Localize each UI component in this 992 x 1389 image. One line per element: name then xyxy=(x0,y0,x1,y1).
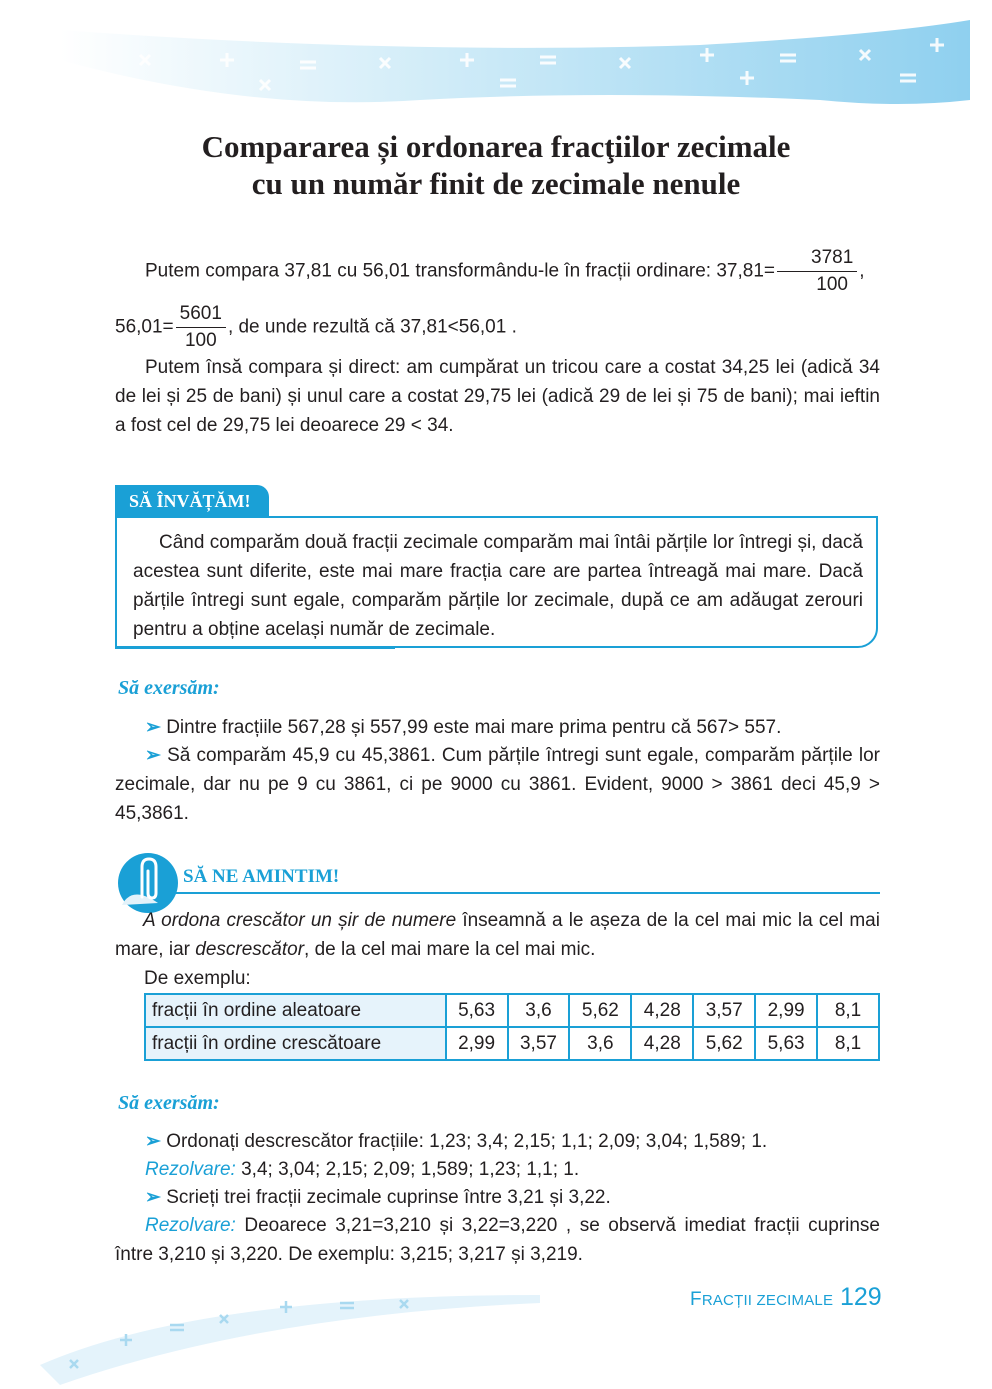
footer-decoration xyxy=(0,1255,560,1389)
exercise2-item-2 xyxy=(115,1183,880,1212)
learn-box-accent xyxy=(115,646,395,649)
table-cell: 2,99 xyxy=(755,994,817,1027)
exercise2-solution-1 xyxy=(115,1155,880,1184)
title-line-1: Compararea și ordonarea fracţiilor zecimale xyxy=(201,129,791,164)
definition-text-1: înseamnă a le așeza de la cel mai mic la cel mai mare, iar xyxy=(115,910,880,960)
fraction-numerator: 5601 xyxy=(176,301,226,328)
table-cell: 3,57 xyxy=(508,1027,570,1060)
chapter-label-rest: RACȚII ZECIMALE xyxy=(701,1292,834,1309)
title-line-2: cu un număr finit de zecimale nenule xyxy=(251,166,741,201)
table-cell: 4,28 xyxy=(631,1027,693,1060)
intro-conclusion: , de unde rezultă că 37,81<56,01 . xyxy=(227,316,517,338)
learn-tab: SĂ ÎNVĂȚĂM! xyxy=(115,485,269,517)
intro-text: Putem compara 37,81 cu 56,01 transformându-le în fracții ordinare: xyxy=(145,260,717,282)
page-number: 129 xyxy=(840,1283,882,1311)
chapter-label xyxy=(690,1289,833,1311)
fraction-5601-100 xyxy=(176,301,226,354)
page-title xyxy=(0,128,992,202)
example-label: De exemplu: xyxy=(144,968,251,989)
table-row xyxy=(145,1027,879,1060)
intro-paragraph-3: Putem însă compara și direct: am cumpărat un tricou care a costat 34,25 lei (adică 34 de lei și 25 de bani) și unul care a costat 29,75 lei (adică 29 de lei și 75 de bani); mai ieftin a fost cel de 29,75 lei deoarece 29 < 34. xyxy=(115,357,880,436)
intro-lhs-2: 56,01= xyxy=(115,316,174,338)
exercise-heading-2: Să exersăm: xyxy=(118,1092,220,1114)
row-label: fracții în ordine crescătoare xyxy=(145,1027,446,1060)
intro-paragraph-1 xyxy=(115,245,880,298)
exercise2-item-1 xyxy=(115,1127,880,1156)
intro-lhs: 37,81= xyxy=(716,260,776,282)
exercise1-item-2 xyxy=(115,741,880,828)
intro-comma: , xyxy=(859,260,865,282)
header-banner xyxy=(0,0,992,135)
fraction-denominator: 100 xyxy=(184,330,217,351)
table-cell: 8,1 xyxy=(817,1027,879,1060)
remember-divider xyxy=(172,892,880,894)
exercise1-item-1-text: Dintre fracțiile 567,28 și 557,99 este mai mare prima pentru că 567> 557. xyxy=(166,717,782,738)
intro-paragraph-2 xyxy=(115,301,880,354)
table-cell: 4,28 xyxy=(631,994,693,1027)
exercise2-item-2-text: Scrieți trei fracții zecimale cuprinse între 3,21 și 3,22. xyxy=(166,1187,611,1208)
definition-text-2: , de la cel mai mare la cel mai mic. xyxy=(304,939,596,960)
arrow-icon: ➢ xyxy=(145,745,161,766)
remember-definition xyxy=(115,906,880,964)
table-cell: 8,1 xyxy=(817,994,879,1027)
table-cell: 2,99 xyxy=(446,1027,508,1060)
solution-2-text: Deoarece 3,21=3,210 și 3,22=3,220 , se observă imediat fracții cuprinse între 3,210 și 3,220. De exemplu: 3,215; 3,217 și 3,219. xyxy=(115,1215,880,1265)
fractions-table xyxy=(144,993,880,1061)
definition-term-descending: descrescător xyxy=(195,939,305,960)
learn-text: Când comparăm două fracții zecimale comparăm mai întâi părțile lor întregi și, dacă acestea sunt diferite, este mai mare fracția care are partea întreagă mai mare. Dacă părțile întregi sunt egale, comparăm părțile lor zecimale, după ce am adăugat zerouri pentru a obține același număr de zecimale. xyxy=(133,532,863,640)
table-cell: 3,57 xyxy=(693,994,755,1027)
exercise-heading-1: Să exersăm: xyxy=(118,677,220,699)
definition-term-ascending: A ordona crescător un șir de numere xyxy=(143,910,457,931)
exercise2-solution-2 xyxy=(115,1211,880,1269)
fraction-3781-100 xyxy=(777,245,857,298)
exercise2-item-1-text: Ordonați descrescător fracțiile: 1,23; 3,4; 2,15; 1,1; 2,09; 3,04; 1,589; 1. xyxy=(166,1131,768,1152)
arrow-icon: ➢ xyxy=(145,717,161,738)
paperclip-icon xyxy=(112,845,182,915)
table-cell: 5,63 xyxy=(446,994,508,1027)
table-cell: 5,62 xyxy=(693,1027,755,1060)
table-cell: 3,6 xyxy=(508,994,570,1027)
arrow-icon: ➢ xyxy=(145,1131,161,1152)
table-row xyxy=(145,994,879,1027)
fraction-denominator: 100 xyxy=(816,274,848,295)
exercise1-item-1 xyxy=(115,713,880,742)
fraction-numerator: 3781 xyxy=(777,245,857,272)
table-cell: 3,6 xyxy=(569,1027,631,1060)
table-cell: 5,62 xyxy=(569,994,631,1027)
row-label: fracții în ordine aleatoare xyxy=(145,994,446,1027)
chapter-label-initial: F xyxy=(690,1289,702,1310)
arrow-icon: ➢ xyxy=(145,1187,161,1208)
solution-label: Rezolvare: xyxy=(145,1159,236,1180)
remember-title: SĂ NE AMINTIM! xyxy=(183,866,340,887)
solution-label: Rezolvare: xyxy=(145,1215,236,1236)
exercise1-item-2-text: Să comparăm 45,9 cu 45,3861. Cum părțile întregi sunt egale, comparăm părțile lor zecimale, dar nu pe 9 cu 3861, ci pe 9000 cu 3861. Evident, 9000 > 3861 deci 45,9 > 45,3861. xyxy=(115,745,880,824)
solution-1-text: 3,4; 3,04; 2,15; 2,09; 1,589; 1,23; 1,1; 1. xyxy=(235,1159,580,1180)
table-cell: 5,63 xyxy=(755,1027,817,1060)
